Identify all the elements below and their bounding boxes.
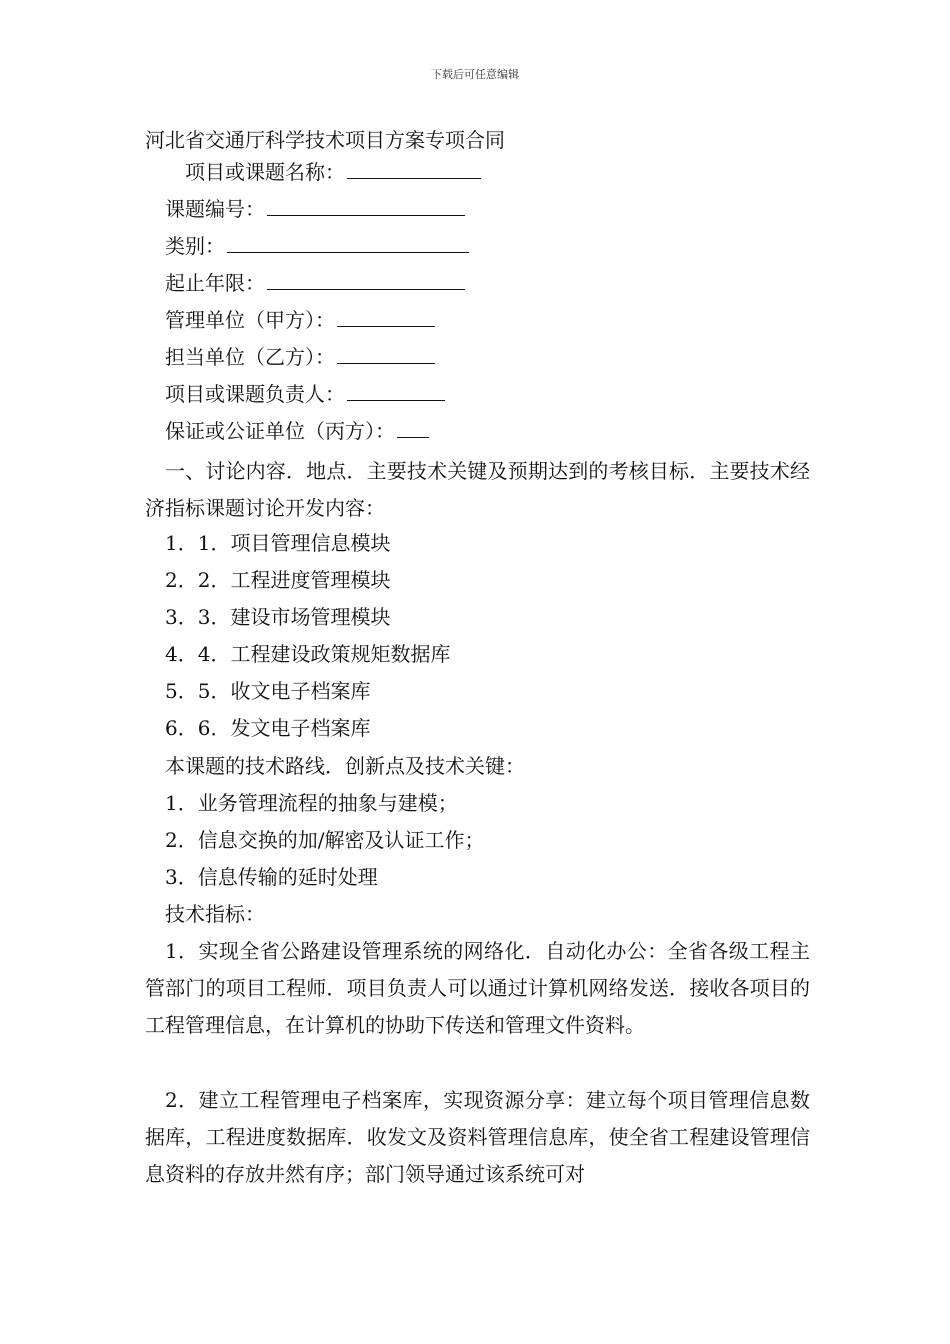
route-item: 2．信息交换的加/解密及认证工作； xyxy=(165,828,485,852)
field-project-leader xyxy=(165,380,445,408)
field-project-name xyxy=(185,158,481,186)
field-label: 保证或公证单位（丙方）： xyxy=(165,419,395,443)
field-blank xyxy=(227,232,469,253)
field-duration xyxy=(165,269,465,297)
section-1-heading: 一、讨论内容．地点．主要技术关键及预期达到的考核目标．主要技术经济指标课题讨论开发内容： xyxy=(145,459,810,520)
header-note: 下载后可任意编辑 xyxy=(431,68,519,81)
field-label: 类别： xyxy=(165,234,225,258)
field-label: 管理单位（甲方）： xyxy=(165,308,335,332)
field-blank xyxy=(337,343,435,364)
indicator-paragraph-2: 2．建立工程管理电子档案库，实现资源分享：建立每个项目管理信息数据库，工程进度数据库．收发文及资料管理信息库，使全省工程建设管理信息资料的存放井然有序；部门领导通过该系统可对 xyxy=(145,1088,810,1186)
module-item: 1．1．项目管理信息模块 xyxy=(165,531,391,555)
module-item: 4．4．工程建设政策规矩数据库 xyxy=(165,642,451,666)
route-item: 1．业务管理流程的抽象与建模； xyxy=(165,791,458,815)
field-blank xyxy=(347,158,481,179)
field-label: 课题编号： xyxy=(165,197,265,221)
field-party-b xyxy=(165,343,435,371)
module-item: 6．6．发文电子档案库 xyxy=(165,716,371,740)
field-label: 项目或课题负责人： xyxy=(165,382,345,406)
field-topic-number xyxy=(165,195,465,223)
field-blank xyxy=(337,306,435,327)
field-label: 起止年限： xyxy=(165,271,265,295)
field-label: 担当单位（乙方）： xyxy=(165,345,335,369)
document-title: 河北省交通厅科学技术项目方案专项合同 xyxy=(145,128,505,152)
indicator-paragraph-1: 1．实现全省公路建设管理系统的网络化．自动化办公：全省各级工程主管部门的项目工程师．项目负责人可以通过计算机网络发送．接收各项目的工程管理信息，在计算机的协助下传送和管理文件资料。 xyxy=(145,939,810,1037)
field-label: 项目或课题名称： xyxy=(185,160,345,184)
field-party-a xyxy=(165,306,435,334)
field-blank xyxy=(397,417,429,438)
field-category xyxy=(165,232,469,260)
field-party-c xyxy=(165,417,429,445)
field-blank xyxy=(267,195,465,216)
module-item: 5．5．收文电子档案库 xyxy=(165,679,371,703)
route-heading: 本课题的技术路线．创新点及技术关键： xyxy=(165,754,525,778)
field-blank xyxy=(267,269,465,290)
field-blank xyxy=(347,380,445,401)
indicators-heading: 技术指标： xyxy=(165,902,265,926)
module-item: 3．3．建设市场管理模块 xyxy=(165,605,391,629)
route-item: 3．信息传输的延时处理 xyxy=(165,865,378,889)
module-item: 2．2．工程进度管理模块 xyxy=(165,568,391,592)
